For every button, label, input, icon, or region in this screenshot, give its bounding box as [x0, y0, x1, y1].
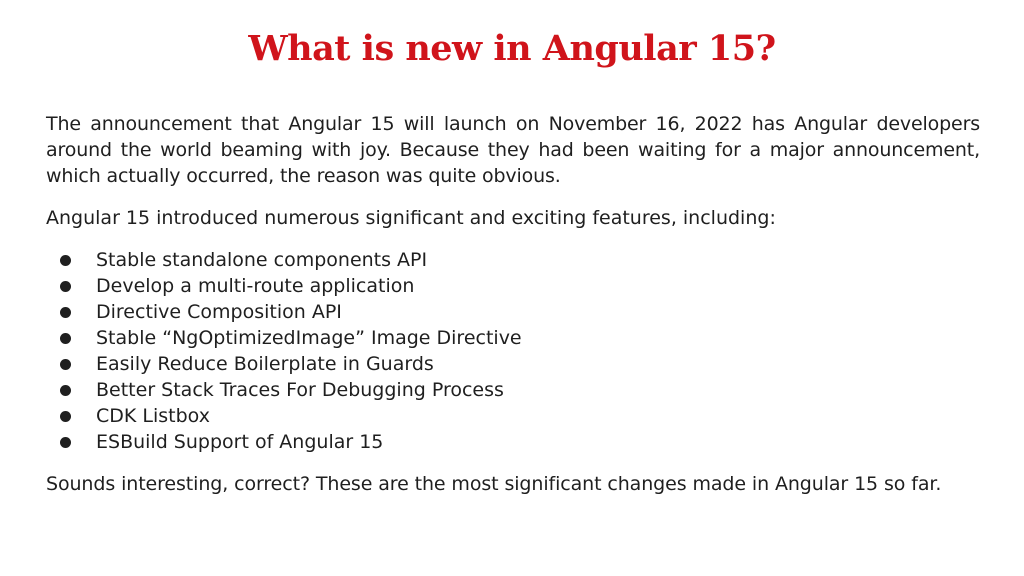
feature-text: Better Stack Traces For Debugging Process [96, 379, 504, 401]
feature-text: Directive Composition API [96, 301, 342, 323]
bullet-icon [60, 385, 71, 396]
slide-content [46, 111, 980, 497]
list-item [46, 247, 980, 273]
feature-text: Develop a multi-route application [96, 275, 415, 297]
features-intro-paragraph: Angular 15 introduced numerous significant and exciting features, including: [46, 207, 776, 229]
feature-text: Easily Reduce Boilerplate in Guards [96, 353, 434, 375]
feature-text: Stable standalone components API [96, 249, 428, 271]
bullet-icon [60, 307, 71, 318]
list-item [46, 325, 980, 351]
bullet-icon [60, 255, 71, 266]
closing-paragraph: Sounds interesting, correct? These are the most significant changes made in Angular 15 so far. [46, 473, 942, 495]
list-item [46, 377, 980, 403]
bullet-icon [60, 359, 71, 370]
features-list [46, 247, 980, 455]
bullet-icon [60, 437, 71, 448]
intro-paragraph: The announcement that Angular 15 will launch on November 16, 2022 has Angular developers around the world beaming with joy. Because they had been waiting for a major announcement, which actually occurred, the reason was quite obvious. [46, 113, 980, 187]
list-item [46, 429, 980, 455]
feature-text: CDK Listbox [96, 405, 210, 427]
bullet-icon [60, 281, 71, 292]
feature-text: ESBuild Support of Angular 15 [96, 431, 384, 453]
bullet-icon [60, 333, 71, 344]
list-item [46, 403, 980, 429]
list-item [46, 351, 980, 377]
bullet-icon [60, 411, 71, 422]
slide-title: What is new in Angular 15? [248, 28, 776, 69]
list-item [46, 273, 980, 299]
feature-text: Stable “NgOptimizedImage” Image Directive [96, 327, 522, 349]
list-item [46, 299, 980, 325]
